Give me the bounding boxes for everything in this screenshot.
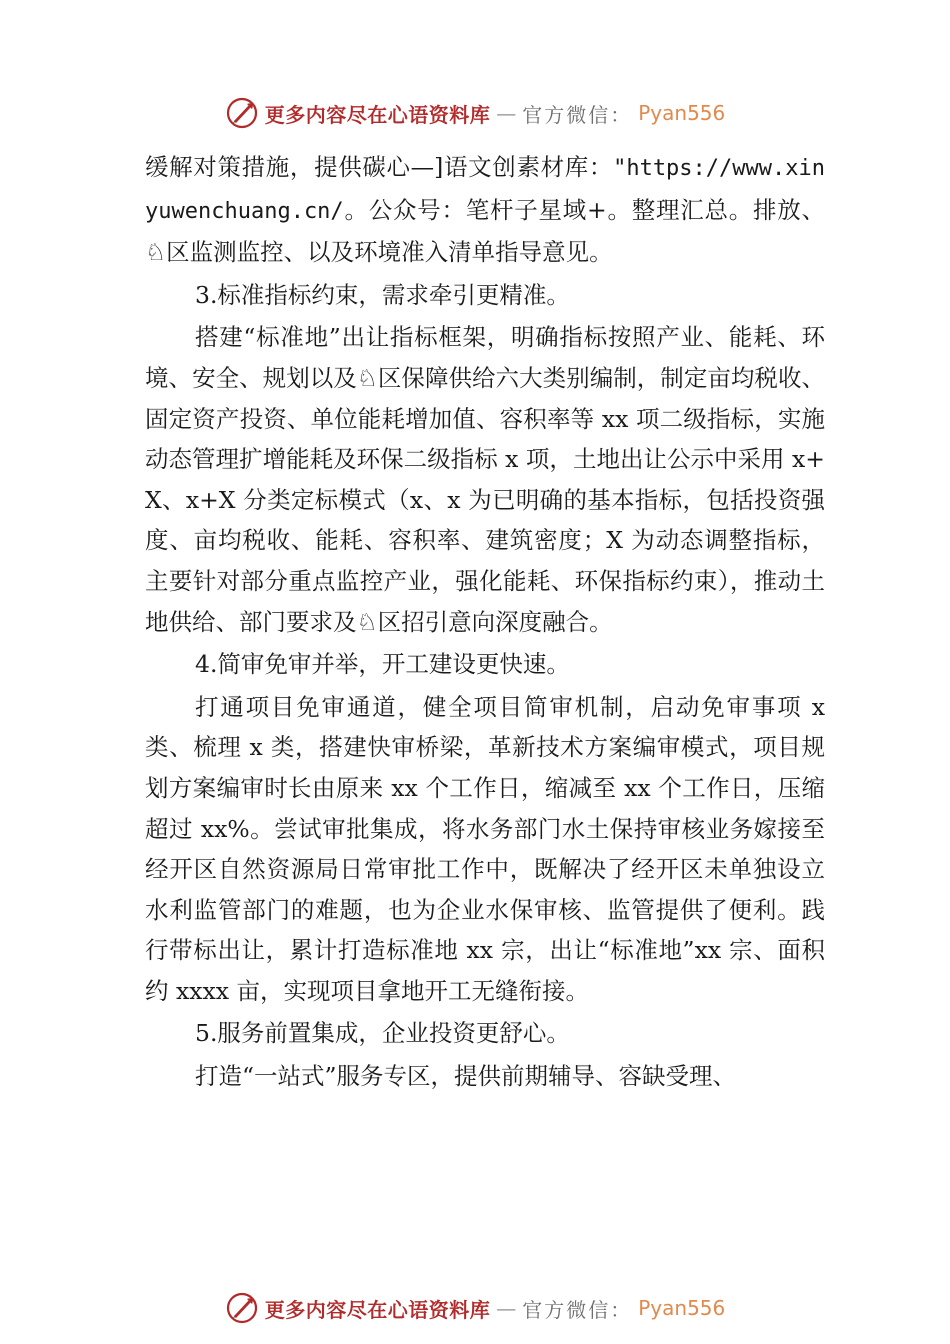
section-heading-5: 5.服务前置集成，企业投资更舒心。 xyxy=(195,1019,570,1048)
section-heading-3: 3.标准指标约束，需求牵引更精准。 xyxy=(195,280,570,309)
quill-logo-icon xyxy=(225,1291,259,1325)
paragraph-continuation xyxy=(145,147,825,273)
footer-banner xyxy=(0,1288,950,1328)
section-heading-4: 4.简审免审并举，开工建设更快速。 xyxy=(195,650,570,679)
paragraph-text: 。公众号：笔杆子星域+。整理汇总。排放、♘区监测监控、以及环境准入清单指导意见。 xyxy=(145,195,825,267)
paragraph-3: 搭建“标准地”出让指标框架，明确指标按照产业、能耗、环境、安全、规划以及♘区保障供给六大类别编制，制定亩均税收、固定资产投资、单位能耗增加值、容积率等 xx 项二级指标，实施动态管理扩增能耗及环保二级指标 x 项，土地出让公示中采用 x+X、x+X 分类定标模式（x、x 为已明确的基本指标，包括投资强度、亩均税收、能耗、容积率、建筑密度；X 为动态调整指标，主要针对部分重点监控产业，强化能耗、环保指标约束），推动土地供给、部门要求及♘区招引意向深度融合。 xyxy=(145,323,825,636)
banner-title: 更多内容尽在心语资料库 xyxy=(264,102,491,127)
banner-title: 更多内容尽在心语资料库 xyxy=(264,1297,491,1322)
banner-official-label: 官方微信： xyxy=(522,102,633,127)
banner-wechat-id: Pyan556 xyxy=(638,1296,726,1320)
header-banner xyxy=(0,93,950,133)
banner-wechat-id: Pyan556 xyxy=(638,101,726,125)
banner-separator: — xyxy=(496,1296,517,1320)
paragraph-4: 打通项目免审通道，健全项目简审机制，启动免审事项 x 类、梳理 x 类，搭建快审桥梁，革新技术方案编审模式，项目规划方案编审时长由原来 xx 个工作日，缩减至 xx 个工作日，压缩超过 xx%。尝试审批集成，将水务部门水土保持审核业务嫁接至经开区自然资源局日常审批工作中，既解决了经开区未单独设立水利监管部门的难题，也为企业水保审核、监管提供了便利。践行带标出让，累计打造标准地 xx 宗，出让“标准地”xx 宗、面积约 xxxx 亩，实现项目拿地开工无缝衔接。 xyxy=(145,692,825,1005)
quill-logo-icon xyxy=(225,96,259,130)
paragraph-5: 打造“一站式”服务专区，提供前期辅导、容缺受理、 xyxy=(195,1062,737,1091)
document-body xyxy=(145,147,825,1097)
banner-separator: — xyxy=(496,101,517,125)
paragraph-text: 缓解对策措施，提供碳心—]语文创素材库： xyxy=(145,153,614,181)
url-text: "https://www.xinyuwenchuang.cn/ xyxy=(145,156,825,224)
banner-official-label: 官方微信： xyxy=(522,1297,633,1322)
